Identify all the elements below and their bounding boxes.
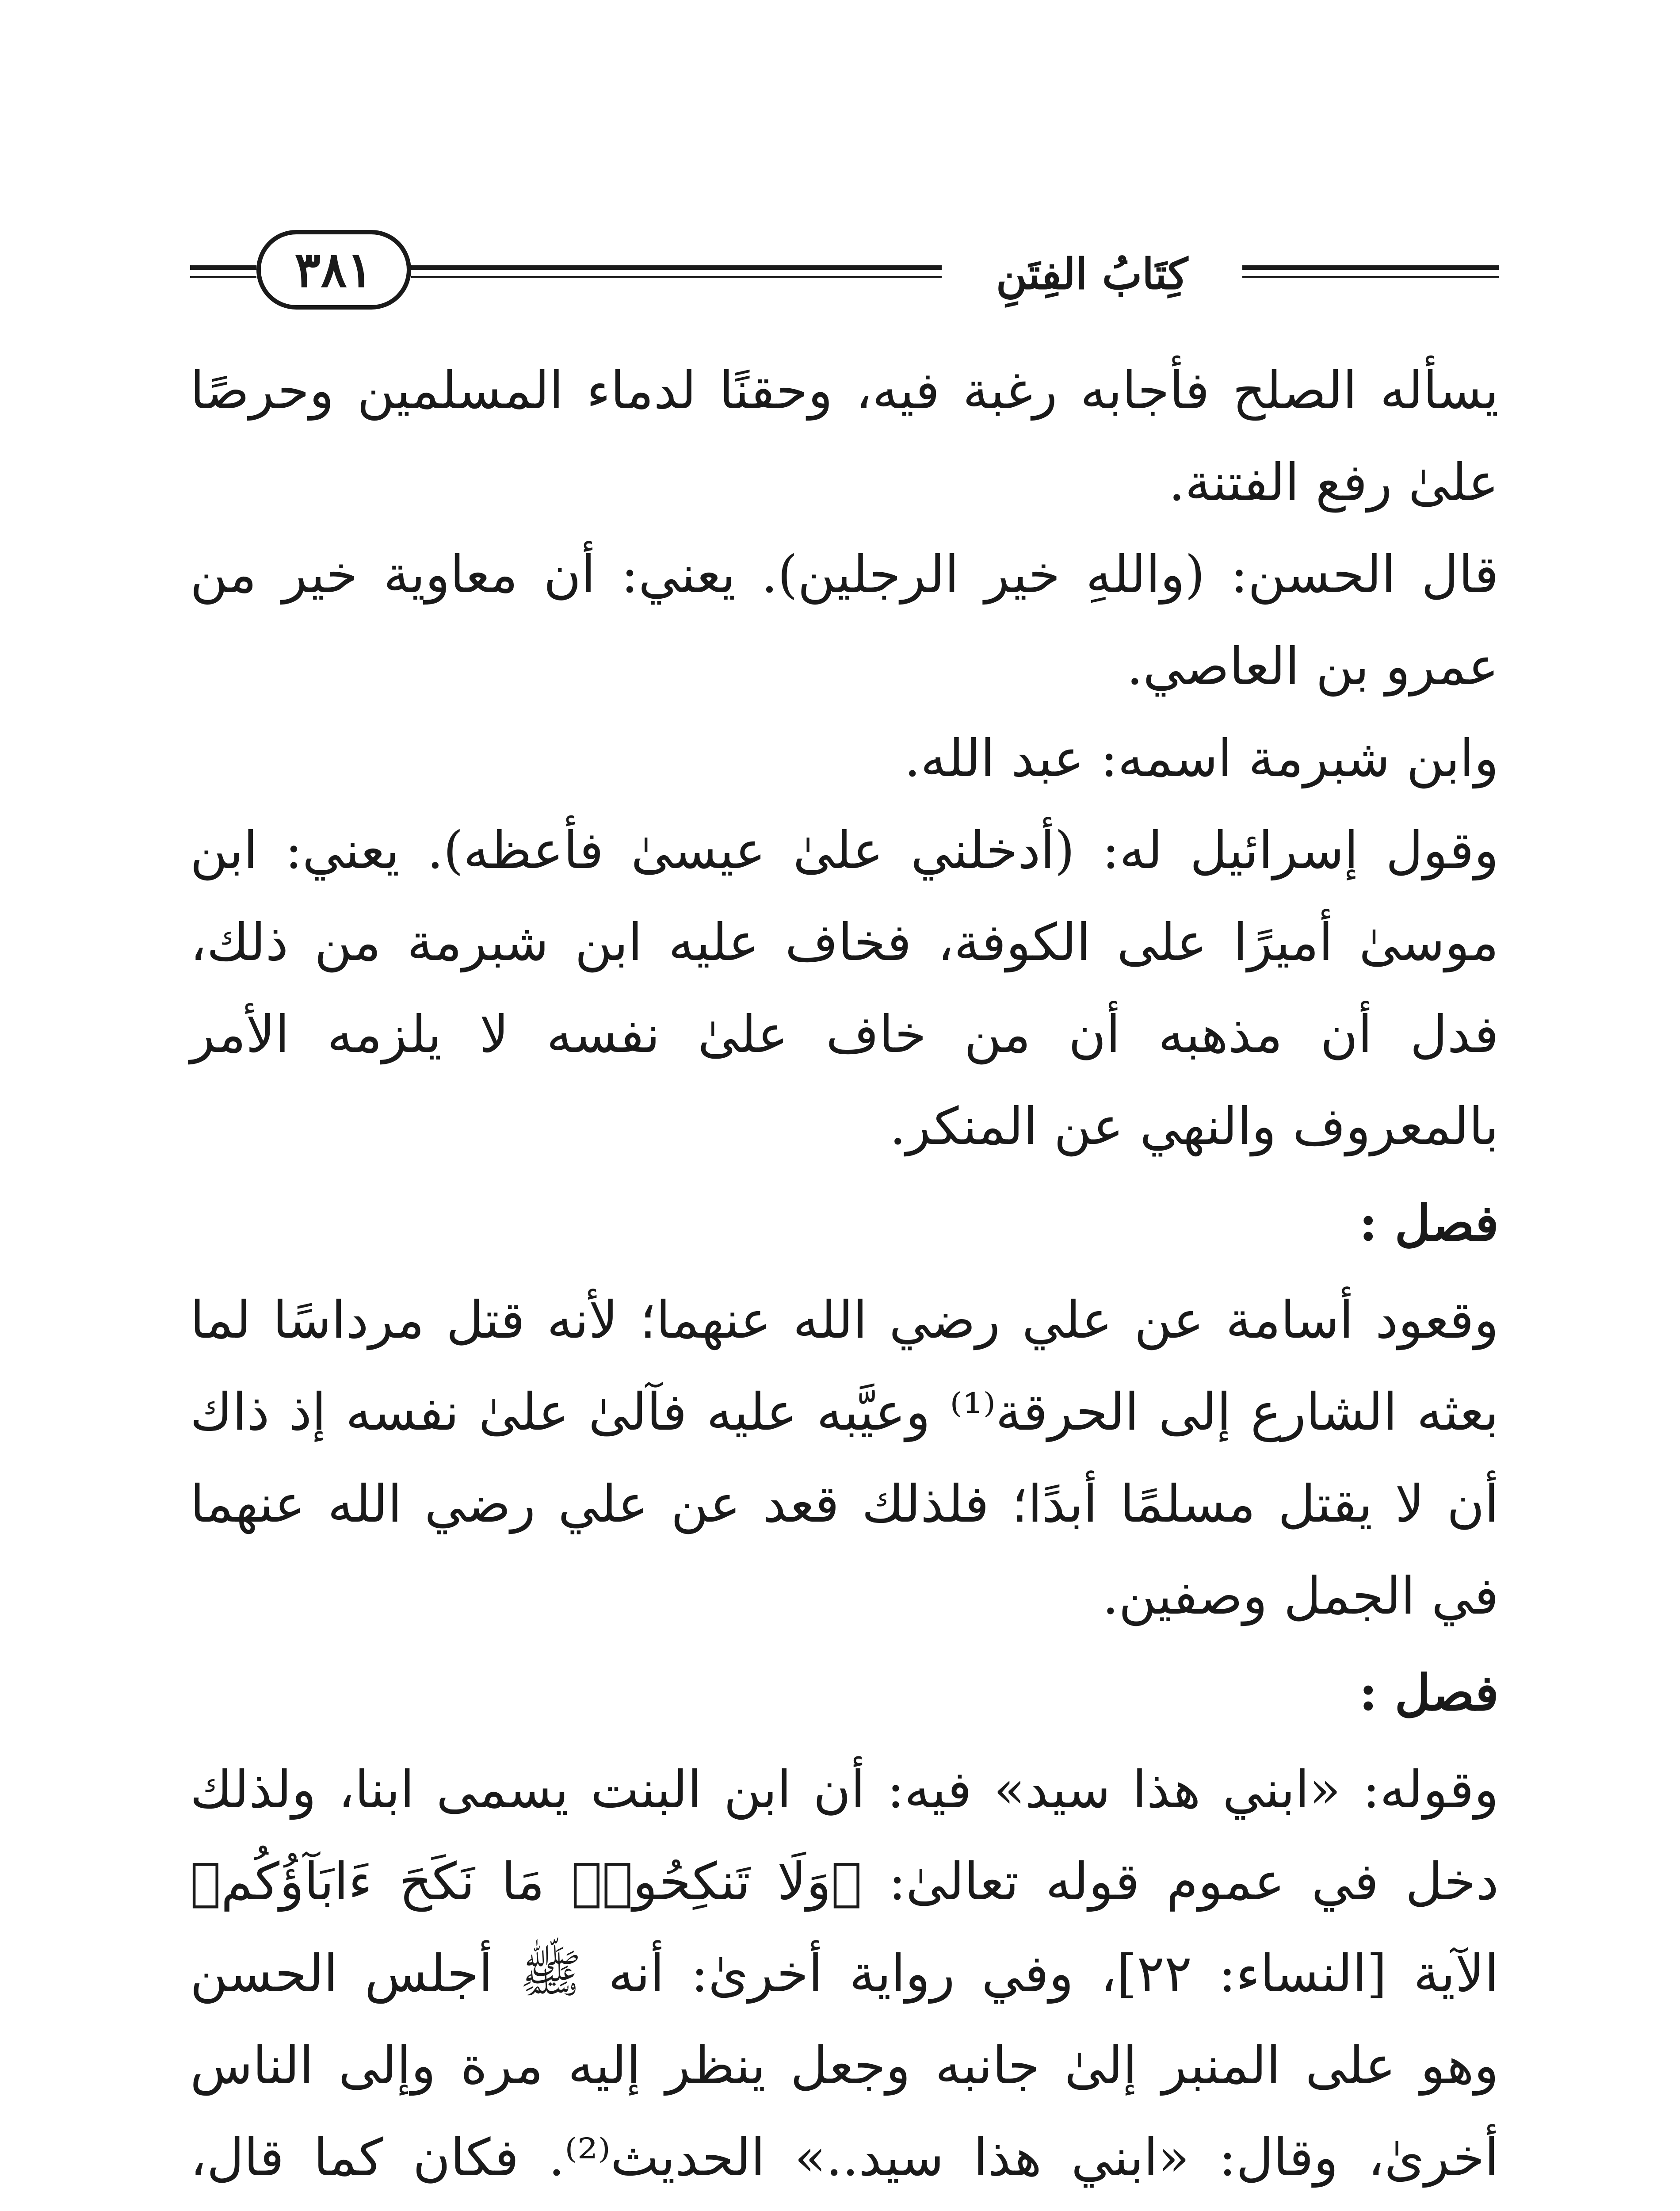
header-rule: [190, 265, 256, 270]
paragraph: قال الحسن: (واللهِ خير الرجلين). يعني: أن معاوية خير من عمرو بن العاصي.: [190, 545, 1499, 696]
header-rule: [411, 276, 942, 278]
paragraph: يسأله الصلح فأجابه رغبة فيه، وحقنًا لدماء المسلمين وحرصًا علىٰ رفع الفتنة.: [190, 361, 1499, 513]
section-heading: فصل :: [1359, 1664, 1499, 1722]
paragraph: وقول إسرائيل له: (أدخلني علىٰ عيسىٰ فأعظه). يعني: ابن موسىٰ أميرًا على الكوفة، فخاف عليه ابن شبرمة من ذلك، فدل أن مذهبه أن من خاف علىٰ نفسه لا يلزمه الأمر بالمعروف والنهي عن المنكر.: [190, 821, 1499, 1156]
page-header: [190, 230, 1499, 318]
header-rule: [1242, 276, 1499, 278]
page-number: ٣٨١: [256, 230, 411, 310]
header-rule: [1242, 265, 1499, 270]
paragraph: وقوله: «ابني هذا سيد» فيه: أن ابن البنت يسمى ابنا، ولذلك دخل في عموم قوله تعالىٰ: ﴿وَلَا تَنكِحُوا۟ مَا نَكَحَ ءَابَآؤُكُم﴾ الآية [النساء: ٢٢]، وفي رواية أخرىٰ: أنه ﷺ أجلس الحسن وهو على المنبر إلىٰ جانبه وجعل ينظر إليه مرة وإلى الناس أخرىٰ، وقال: «ابني هذا سيد..» الحديث⁽²⁾. فكان كما قال،: [190, 1760, 1499, 2188]
header-rule: [411, 265, 942, 270]
paragraph: وقعود أسامة عن علي رضي الله عنهما؛ لأنه قتل مرداسًا لما بعثه الشارع إلى الحرقة⁽¹⁾ وعيَّبه عليه فآلىٰ علىٰ نفسه إذ ذاك أن لا يقتل مسلمًا أبدًا؛ فلذلك قعد عن علي رضي الله عنهما في الجمل وصفين.: [190, 1290, 1499, 1626]
header-rule: [190, 276, 256, 278]
book-title: كِتَابُ الفِتَنِ: [996, 249, 1188, 299]
paragraph: وابن شبرمة اسمه: عبد الله.: [904, 729, 1499, 788]
main-text: [190, 345, 1499, 2211]
section-heading: فصل :: [1359, 1194, 1499, 1252]
